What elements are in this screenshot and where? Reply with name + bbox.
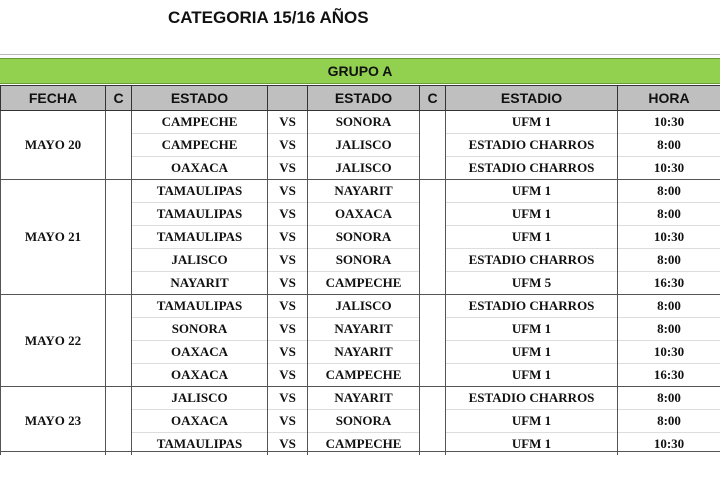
home-team-cell: TAMAULIPAS bbox=[132, 433, 268, 456]
c-cell bbox=[420, 295, 446, 318]
vs-cell: VS bbox=[268, 111, 308, 134]
home-team-cell: TAMAULIPAS bbox=[132, 295, 268, 318]
home-team-cell: NAYARIT bbox=[132, 272, 268, 295]
estadio-cell: ESTADIO CHARROS bbox=[446, 249, 618, 272]
estadio-cell: UFM 1 bbox=[446, 226, 618, 249]
hora-cell: 16:30 bbox=[618, 364, 720, 387]
hora-cell: 16:30 bbox=[618, 272, 720, 295]
header-fecha: FECHA bbox=[1, 86, 106, 111]
fecha-cell: MAYO 20 bbox=[1, 111, 106, 180]
c-cell bbox=[106, 180, 132, 203]
c-cell bbox=[106, 295, 132, 318]
c-cell bbox=[106, 249, 132, 272]
header-c: C bbox=[106, 86, 132, 111]
home-team-cell: OAXACA bbox=[132, 341, 268, 364]
header-estado: ESTADO bbox=[132, 86, 268, 111]
table-row bbox=[1, 272, 720, 295]
table-row bbox=[1, 341, 720, 364]
c-cell bbox=[420, 249, 446, 272]
c-cell bbox=[420, 157, 446, 180]
away-team-cell: OAXACA bbox=[308, 203, 420, 226]
vs-cell: VS bbox=[268, 203, 308, 226]
away-team-cell: JALISCO bbox=[308, 134, 420, 157]
c-cell bbox=[420, 318, 446, 341]
hora-cell: 8:00 bbox=[618, 249, 720, 272]
c-cell bbox=[420, 111, 446, 134]
header-vs bbox=[268, 86, 308, 111]
c-cell bbox=[420, 226, 446, 249]
estadio-cell: UFM 1 bbox=[446, 180, 618, 203]
c-cell bbox=[106, 364, 132, 387]
estadio-cell: UFM 1 bbox=[446, 433, 618, 456]
vs-cell: VS bbox=[268, 364, 308, 387]
hora-cell: 8:00 bbox=[618, 180, 720, 203]
away-team-cell: SONORA bbox=[308, 226, 420, 249]
estadio-cell: UFM 1 bbox=[446, 364, 618, 387]
table-row bbox=[1, 157, 720, 180]
vs-cell: VS bbox=[268, 249, 308, 272]
home-team-cell: TAMAULIPAS bbox=[132, 226, 268, 249]
c-cell bbox=[106, 387, 132, 410]
hora-cell: 8:00 bbox=[618, 410, 720, 433]
away-team-cell: JALISCO bbox=[308, 295, 420, 318]
c-cell bbox=[106, 341, 132, 364]
hora-cell: 10:30 bbox=[618, 157, 720, 180]
table-row bbox=[1, 318, 720, 341]
vs-cell: VS bbox=[268, 157, 308, 180]
vs-cell: VS bbox=[268, 387, 308, 410]
header-hora: HORA bbox=[618, 86, 720, 111]
table-row bbox=[1, 203, 720, 226]
fecha-cell: MAYO 21 bbox=[1, 180, 106, 295]
vs-cell: VS bbox=[268, 272, 308, 295]
vs-cell: VS bbox=[268, 433, 308, 456]
c-cell bbox=[106, 134, 132, 157]
estadio-cell: ESTADIO CHARROS bbox=[446, 387, 618, 410]
table-row bbox=[1, 226, 720, 249]
estadio-cell: UFM 1 bbox=[446, 341, 618, 364]
hora-cell: 10:30 bbox=[618, 111, 720, 134]
estadio-cell: UFM 1 bbox=[446, 203, 618, 226]
table-row bbox=[1, 134, 720, 157]
away-team-cell: NAYARIT bbox=[308, 341, 420, 364]
table-row bbox=[1, 111, 720, 134]
c-cell bbox=[106, 272, 132, 295]
hora-cell: 8:00 bbox=[618, 203, 720, 226]
vs-cell: VS bbox=[268, 295, 308, 318]
estadio-cell: UFM 1 bbox=[446, 111, 618, 134]
hora-cell: 8:00 bbox=[618, 318, 720, 341]
hora-cell: 8:00 bbox=[618, 134, 720, 157]
c-cell bbox=[106, 157, 132, 180]
c-cell bbox=[106, 410, 132, 433]
c-cell bbox=[106, 203, 132, 226]
c-cell bbox=[420, 387, 446, 410]
vs-cell: VS bbox=[268, 134, 308, 157]
away-team-cell: CAMPECHE bbox=[308, 433, 420, 456]
home-team-cell: CAMPECHE bbox=[132, 134, 268, 157]
home-team-cell: JALISCO bbox=[132, 249, 268, 272]
c-cell bbox=[420, 272, 446, 295]
c-cell bbox=[420, 341, 446, 364]
table-row bbox=[1, 249, 720, 272]
away-team-cell: CAMPECHE bbox=[308, 364, 420, 387]
c-cell bbox=[106, 226, 132, 249]
estadio-cell: UFM 1 bbox=[446, 318, 618, 341]
group-header: GRUPO A bbox=[0, 58, 720, 84]
away-team-cell: NAYARIT bbox=[308, 387, 420, 410]
sheet-divider bbox=[0, 54, 720, 55]
away-team-cell: JALISCO bbox=[308, 157, 420, 180]
hora-cell: 8:00 bbox=[618, 387, 720, 410]
header-row bbox=[1, 86, 720, 111]
c-cell bbox=[420, 364, 446, 387]
home-team-cell: JALISCO bbox=[132, 387, 268, 410]
table-bottom-border bbox=[0, 451, 720, 452]
hora-cell: 10:30 bbox=[618, 433, 720, 456]
header-estadio: ESTADIO bbox=[446, 86, 618, 111]
c-cell bbox=[420, 134, 446, 157]
schedule-table bbox=[0, 85, 720, 455]
away-team-cell: NAYARIT bbox=[308, 318, 420, 341]
c-cell bbox=[106, 318, 132, 341]
table-row bbox=[1, 180, 720, 203]
away-team-cell: CAMPECHE bbox=[308, 272, 420, 295]
estadio-cell: ESTADIO CHARROS bbox=[446, 157, 618, 180]
table-row bbox=[1, 295, 720, 318]
c-cell bbox=[420, 180, 446, 203]
vs-cell: VS bbox=[268, 410, 308, 433]
estadio-cell: UFM 1 bbox=[446, 410, 618, 433]
schedule-body bbox=[1, 111, 720, 456]
estadio-cell: ESTADIO CHARROS bbox=[446, 295, 618, 318]
home-team-cell: OAXACA bbox=[132, 410, 268, 433]
home-team-cell: CAMPECHE bbox=[132, 111, 268, 134]
vs-cell: VS bbox=[268, 226, 308, 249]
header-estado: ESTADO bbox=[308, 86, 420, 111]
home-team-cell: OAXACA bbox=[132, 157, 268, 180]
away-team-cell: NAYARIT bbox=[308, 180, 420, 203]
c-cell bbox=[420, 203, 446, 226]
table-row bbox=[1, 364, 720, 387]
fecha-cell: MAYO 23 bbox=[1, 387, 106, 456]
home-team-cell: OAXACA bbox=[132, 364, 268, 387]
hora-cell: 10:30 bbox=[618, 341, 720, 364]
home-team-cell: SONORA bbox=[132, 318, 268, 341]
table-row bbox=[1, 410, 720, 433]
page-title: CATEGORIA 15/16 AÑOS bbox=[168, 8, 369, 27]
away-team-cell: SONORA bbox=[308, 111, 420, 134]
vs-cell: VS bbox=[268, 341, 308, 364]
home-team-cell: TAMAULIPAS bbox=[132, 203, 268, 226]
hora-cell: 8:00 bbox=[618, 295, 720, 318]
estadio-cell: UFM 5 bbox=[446, 272, 618, 295]
home-team-cell: TAMAULIPAS bbox=[132, 180, 268, 203]
away-team-cell: SONORA bbox=[308, 249, 420, 272]
header-c: C bbox=[420, 86, 446, 111]
vs-cell: VS bbox=[268, 180, 308, 203]
away-team-cell: SONORA bbox=[308, 410, 420, 433]
c-cell bbox=[420, 410, 446, 433]
hora-cell: 10:30 bbox=[618, 226, 720, 249]
c-cell bbox=[106, 111, 132, 134]
vs-cell: VS bbox=[268, 318, 308, 341]
estadio-cell: ESTADIO CHARROS bbox=[446, 134, 618, 157]
table-row bbox=[1, 387, 720, 410]
fecha-cell: MAYO 22 bbox=[1, 295, 106, 387]
